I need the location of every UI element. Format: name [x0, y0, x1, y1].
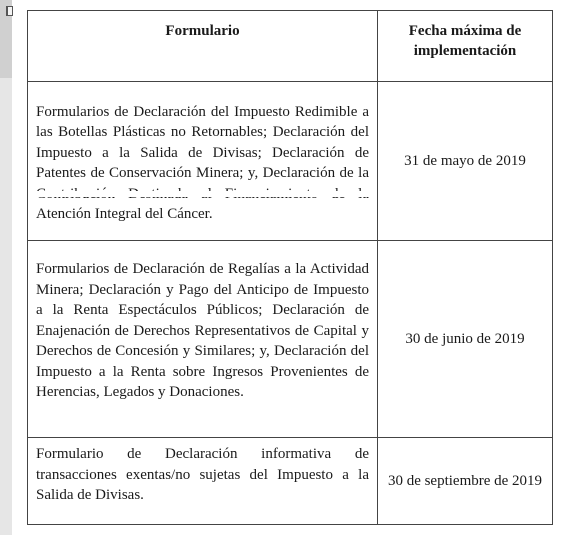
header-formulario-label: Formulario	[165, 23, 240, 39]
table-row	[28, 82, 553, 241]
formulario-cell-content	[28, 92, 377, 231]
left-margin-strip	[0, 0, 12, 535]
header-fecha-label: Fecha máxima de implementación	[408, 23, 522, 59]
fecha-cell: 30 de septiembre de 2019	[378, 438, 553, 525]
text-clip-band	[28, 191, 377, 197]
fecha-cell: 31 de mayo de 2019	[378, 82, 553, 241]
formulario-text: Formularios de Declaración de Regalías a la Actividad Minera; Declaración y Pago del Anticipo de Impuesto a la Renta Espectáculos Públicos; Declaración de Enajenación de Derechos Representativos de Capital y Derechos de Concesión y Similares; y, Declaración del Impuesto a la Renta sobre Ingresos Provenientes de Herencias, Legados y Donaciones.	[36, 261, 369, 401]
formulario-text: Formulario de Declaración informativa de transacciones exentas/no sujetas del Impuesto a la Salida de Divisas.	[36, 446, 369, 504]
formulario-cell	[28, 241, 378, 438]
header-formulario	[28, 11, 378, 82]
formulario-text: Formularios de Declaración del Impuesto Redimible a las Botellas Plásticas no Retornables; Declaración del Impuesto a la Salida de Divisas; Declaración de Patentes de Conservación Minera; y, Declaración de la Atención Integral del Cáncer.	[36, 103, 369, 222]
table-row	[28, 241, 553, 438]
formulario-cell	[28, 438, 378, 525]
table-row	[28, 438, 553, 525]
table-header-row	[28, 11, 553, 82]
header-fecha	[378, 11, 553, 82]
implementation-table	[27, 10, 553, 525]
formulario-cell	[28, 82, 378, 241]
fecha-cell: 30 de junio de 2019	[378, 241, 553, 438]
document-icon	[6, 6, 13, 16]
